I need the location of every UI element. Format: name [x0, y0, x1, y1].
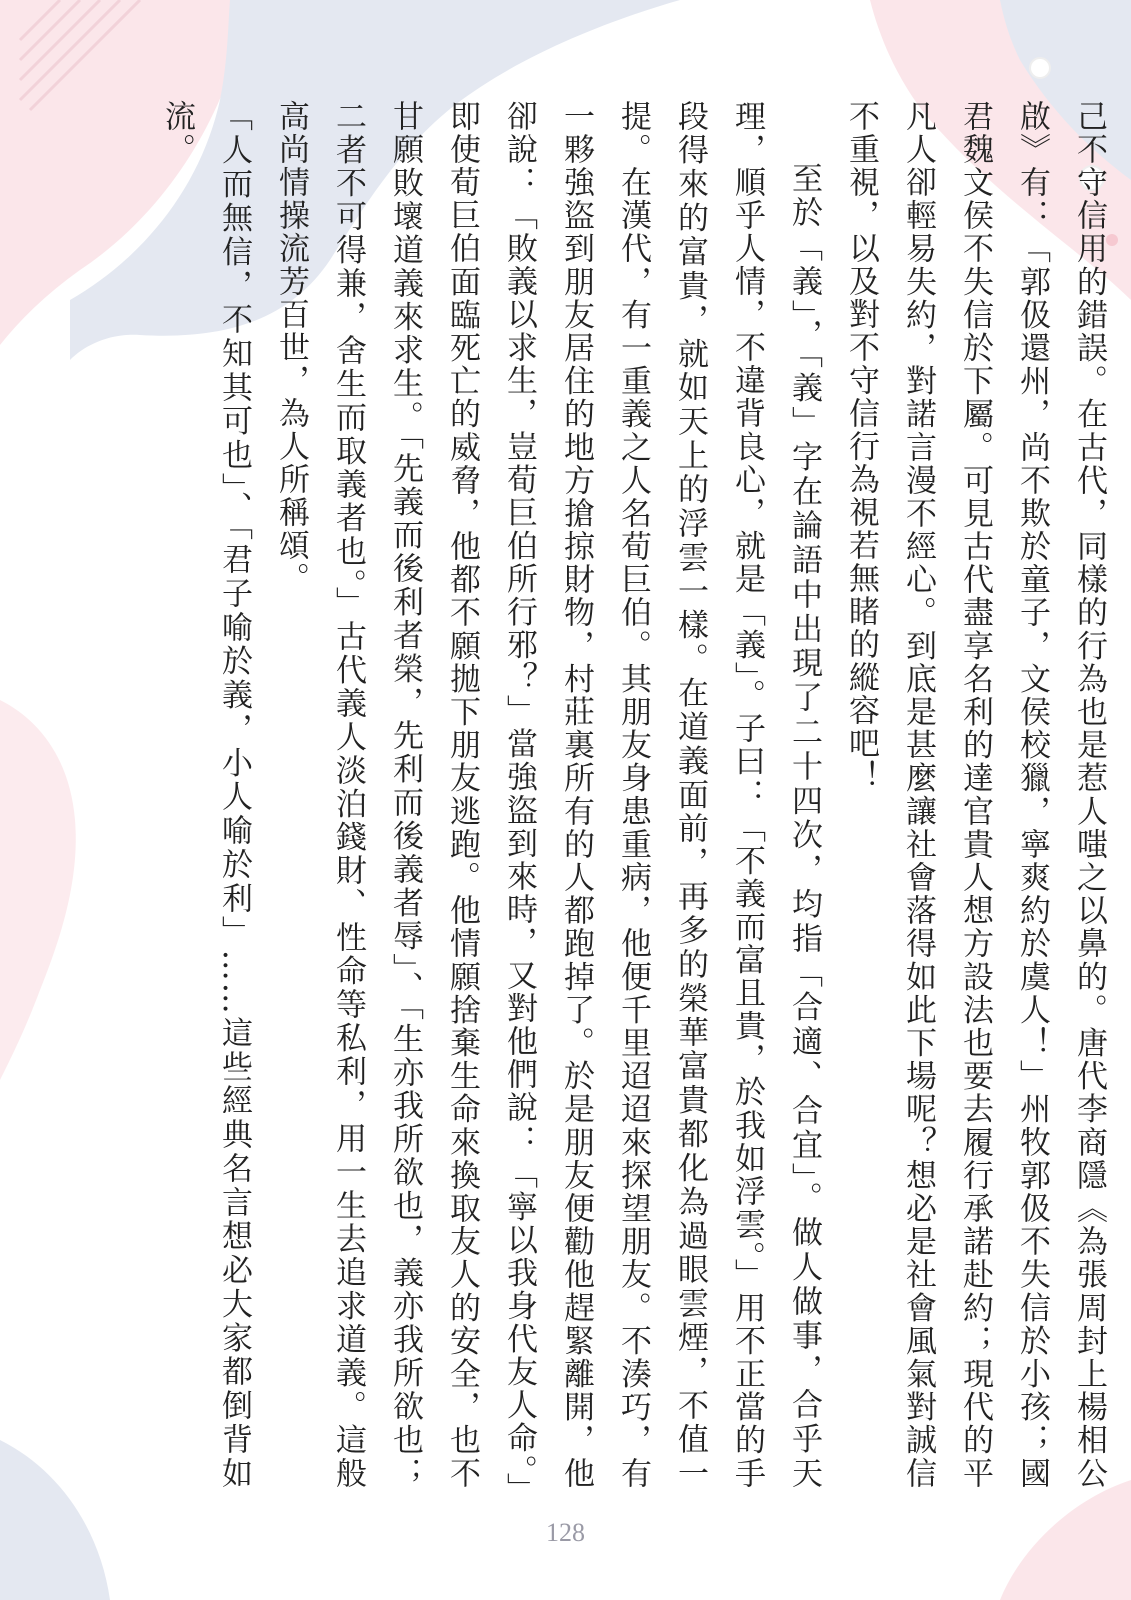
- page-number: 128: [546, 1518, 585, 1547]
- paragraph: 己不守信用的錯誤。在古代，同樣的行為也是惹人嗤之以鼻的。唐代李商隱《為張周封上楊相公啟》有：「郭伋還州，尚不欺於童子，文侯校獵，寧爽約於虞人！」州牧郭伋不失信於小孩；國君魏文侯不失信於下屬。可見古代盡享名利的達官貴人想方設法也要去履行承諾赴約；現代的平凡人卻輕易失約，對諾言漫不經心。到底是甚麼讓社會落得如此下場呢？想必是社會風氣對誠信不重視，以及對不守信行為視若無睹的縱容吧！: [843, 100, 1107, 1490]
- circle-decoration: [1030, 58, 1050, 78]
- essay-body: [107, 100, 1117, 1490]
- paragraph: 至於「義」，「義」字在論語中出現了二十四次，均指「合適、合宜」。做人做事，合乎天理，順乎人情，不違背良心，就是「義」。子曰：「不義而富且貴，於我如浮雲。」用不正當的手段得來的富貴，就如天上的浮雲一樣。在道義面前，再多的榮華富貴都化為過眼雲煙，不值一提。在漢代，有一重義之人名荀巨伯。其朋友身患重病，他便千里迢迢來探望朋友。不湊巧，有一夥強盜到朋友居住的地方搶掠財物，村莊裏所有的人都跑掉了。於是朋友便勸他趕緊離開，他卻說：「敗義以求生，豈荀巨伯所行邪？」當強盜到來時，又對他們說：「寧以我身代友人命。」即使荀巨伯面臨死亡的威脅，他都不願拋下朋友逃跑。他情願捨棄生命來換取友人的安全，也不甘願敗壞道義來求生。「先義而後利者榮，先利而後義者辱」、「生亦我所欲也，義亦我所欲也；二者不可得兼，舍生而取義者也。」古代義人淡泊錢財、性命等私利，用一生去追求道義。這般高尚情操流芳百世，為人所稱頌。: [273, 100, 822, 1490]
- paragraph: 「人而無信，不知其可也」、「君子喻於義，小人喻於利」……這些經典名言想必大家都倒背如流。: [159, 100, 252, 1490]
- pink-blob-left: [0, 700, 76, 1080]
